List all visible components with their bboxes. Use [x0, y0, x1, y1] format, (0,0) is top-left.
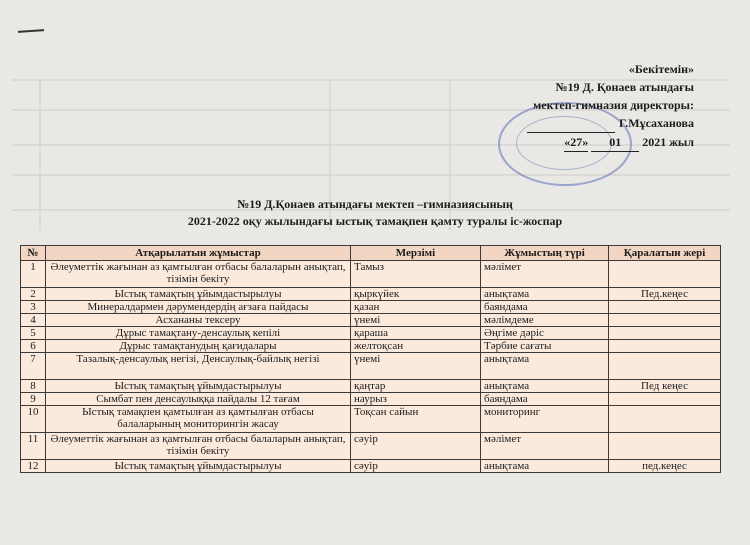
- row-due: қазан: [351, 301, 481, 314]
- row-place: [609, 327, 721, 340]
- table-row: [21, 406, 721, 433]
- plan-table: [20, 245, 721, 473]
- document-title-line1: №19 Д.Қонаев атындағы мектеп –гимназиясының: [237, 197, 513, 211]
- row-activity: Әлеуметтік жағынан аз қамтылған отбасы балаларын анықтап, тізімін бекіту: [46, 261, 351, 288]
- row-type: мониторинг: [481, 406, 609, 433]
- header-due: Мерзімі: [351, 246, 481, 261]
- header-number: №: [21, 246, 46, 261]
- row-activity: Ыстық тамақтың ұйымдастырылуы: [46, 288, 351, 301]
- row-number: 3: [21, 301, 46, 314]
- row-number: 12: [21, 460, 46, 473]
- row-due: Тамыз: [351, 261, 481, 288]
- row-activity: Тазалық-денсаулық негізі, Денсаулық-байлық негізі: [46, 353, 351, 380]
- row-place: [609, 406, 721, 433]
- approval-signatory: Г.Мұсаханова: [618, 116, 694, 130]
- row-number: 2: [21, 288, 46, 301]
- table-row: [21, 393, 721, 406]
- approval-heading: «Бекітемін»: [628, 62, 694, 76]
- row-type: мәлімет: [481, 261, 609, 288]
- header-place: Қаралатын жері: [609, 246, 721, 261]
- row-due: наурыз: [351, 393, 481, 406]
- row-type: анықтама: [481, 380, 609, 393]
- row-activity: Сымбат пен денсаулыққа пайдалы 12 тағам: [46, 393, 351, 406]
- row-number: 11: [21, 433, 46, 460]
- approval-signature-line: [527, 114, 694, 133]
- row-type: анықтама: [481, 460, 609, 473]
- row-number: 1: [21, 261, 46, 288]
- row-due: қаңтар: [351, 380, 481, 393]
- row-type: мәлімдеме: [481, 314, 609, 327]
- approval-school: №19 Д. Қонаев атындағы: [555, 80, 694, 94]
- table-row: [21, 327, 721, 340]
- table-row: [21, 353, 721, 380]
- row-type: анықтама: [481, 353, 609, 380]
- row-number: 7: [21, 353, 46, 380]
- table-row: [21, 261, 721, 288]
- row-due: желтоқсан: [351, 340, 481, 353]
- row-due: сәуір: [351, 433, 481, 460]
- row-due: сәуір: [351, 460, 481, 473]
- row-type: мәлімет: [481, 433, 609, 460]
- row-number: 5: [21, 327, 46, 340]
- row-activity: Дұрыс тамақтанудың қағидалары: [46, 340, 351, 353]
- row-place: [609, 340, 721, 353]
- row-activity: Асхананы тексеру: [46, 314, 351, 327]
- row-type: анықтама: [481, 288, 609, 301]
- row-place: [609, 314, 721, 327]
- row-due: үнемі: [351, 314, 481, 327]
- row-number: 10: [21, 406, 46, 433]
- signature-underline: [527, 114, 615, 133]
- header-activity: Атқарылатын жұмыстар: [46, 246, 351, 261]
- row-due: үнемі: [351, 353, 481, 380]
- table-header-row: [21, 246, 721, 261]
- table-row: [21, 460, 721, 473]
- row-place: Пед.кеңес: [609, 288, 721, 301]
- row-place: [609, 301, 721, 314]
- approval-block: [527, 60, 694, 152]
- table-row: [21, 380, 721, 393]
- document-title-line2: 2021-2022 оқу жылындағы ыстық тамақпен қамту туралы іс-жоспар: [187, 214, 563, 228]
- table-row: [21, 288, 721, 301]
- row-type: Тәрбие сағаты: [481, 340, 609, 353]
- scan-mark: [18, 29, 44, 33]
- row-place: пед.кеңес: [609, 460, 721, 473]
- table-row: [21, 340, 721, 353]
- row-number: 6: [21, 340, 46, 353]
- row-place: [609, 261, 721, 288]
- row-due: қараша: [351, 327, 481, 340]
- row-due: қыркүйек: [351, 288, 481, 301]
- row-activity: Ыстық тамақтың ұйымдастырылуы: [46, 460, 351, 473]
- row-activity: Минералдармен дәрумендердің ағзаға пайдасы: [46, 301, 351, 314]
- header-type: Жұмыстың түрі: [481, 246, 609, 261]
- approval-position: мектеп-гимназия директоры:: [533, 98, 694, 112]
- row-place: [609, 393, 721, 406]
- row-type: баяндама: [481, 393, 609, 406]
- table-row: [21, 314, 721, 327]
- approval-date-month: 01: [591, 133, 639, 152]
- row-number: 9: [21, 393, 46, 406]
- row-place: [609, 433, 721, 460]
- row-activity: Ыстық тамақпен қамтылған аз қамтылған отбасы балаларының мониторингін жасау: [46, 406, 351, 433]
- row-activity: Дұрыс тамақтану-денсаулық кепілі: [46, 327, 351, 340]
- row-due: Тоқсан сайын: [351, 406, 481, 433]
- row-type: Әңгіме дәріс: [481, 327, 609, 340]
- table-row: [21, 301, 721, 314]
- approval-date: [527, 133, 694, 152]
- row-activity: Әлеуметтік жағынан аз қамтылған отбасы балаларын анықтап, тізімін бекіту: [46, 433, 351, 460]
- row-place: Пед кеңес: [609, 380, 721, 393]
- row-activity: Ыстық тамақтың ұйымдастырылуы: [46, 380, 351, 393]
- approval-date-year: 2021 жыл: [642, 135, 694, 149]
- row-number: 4: [21, 314, 46, 327]
- approval-date-day: «27»: [564, 133, 588, 152]
- row-number: 8: [21, 380, 46, 393]
- row-place: [609, 353, 721, 380]
- table-row: [21, 433, 721, 460]
- row-type: баяндама: [481, 301, 609, 314]
